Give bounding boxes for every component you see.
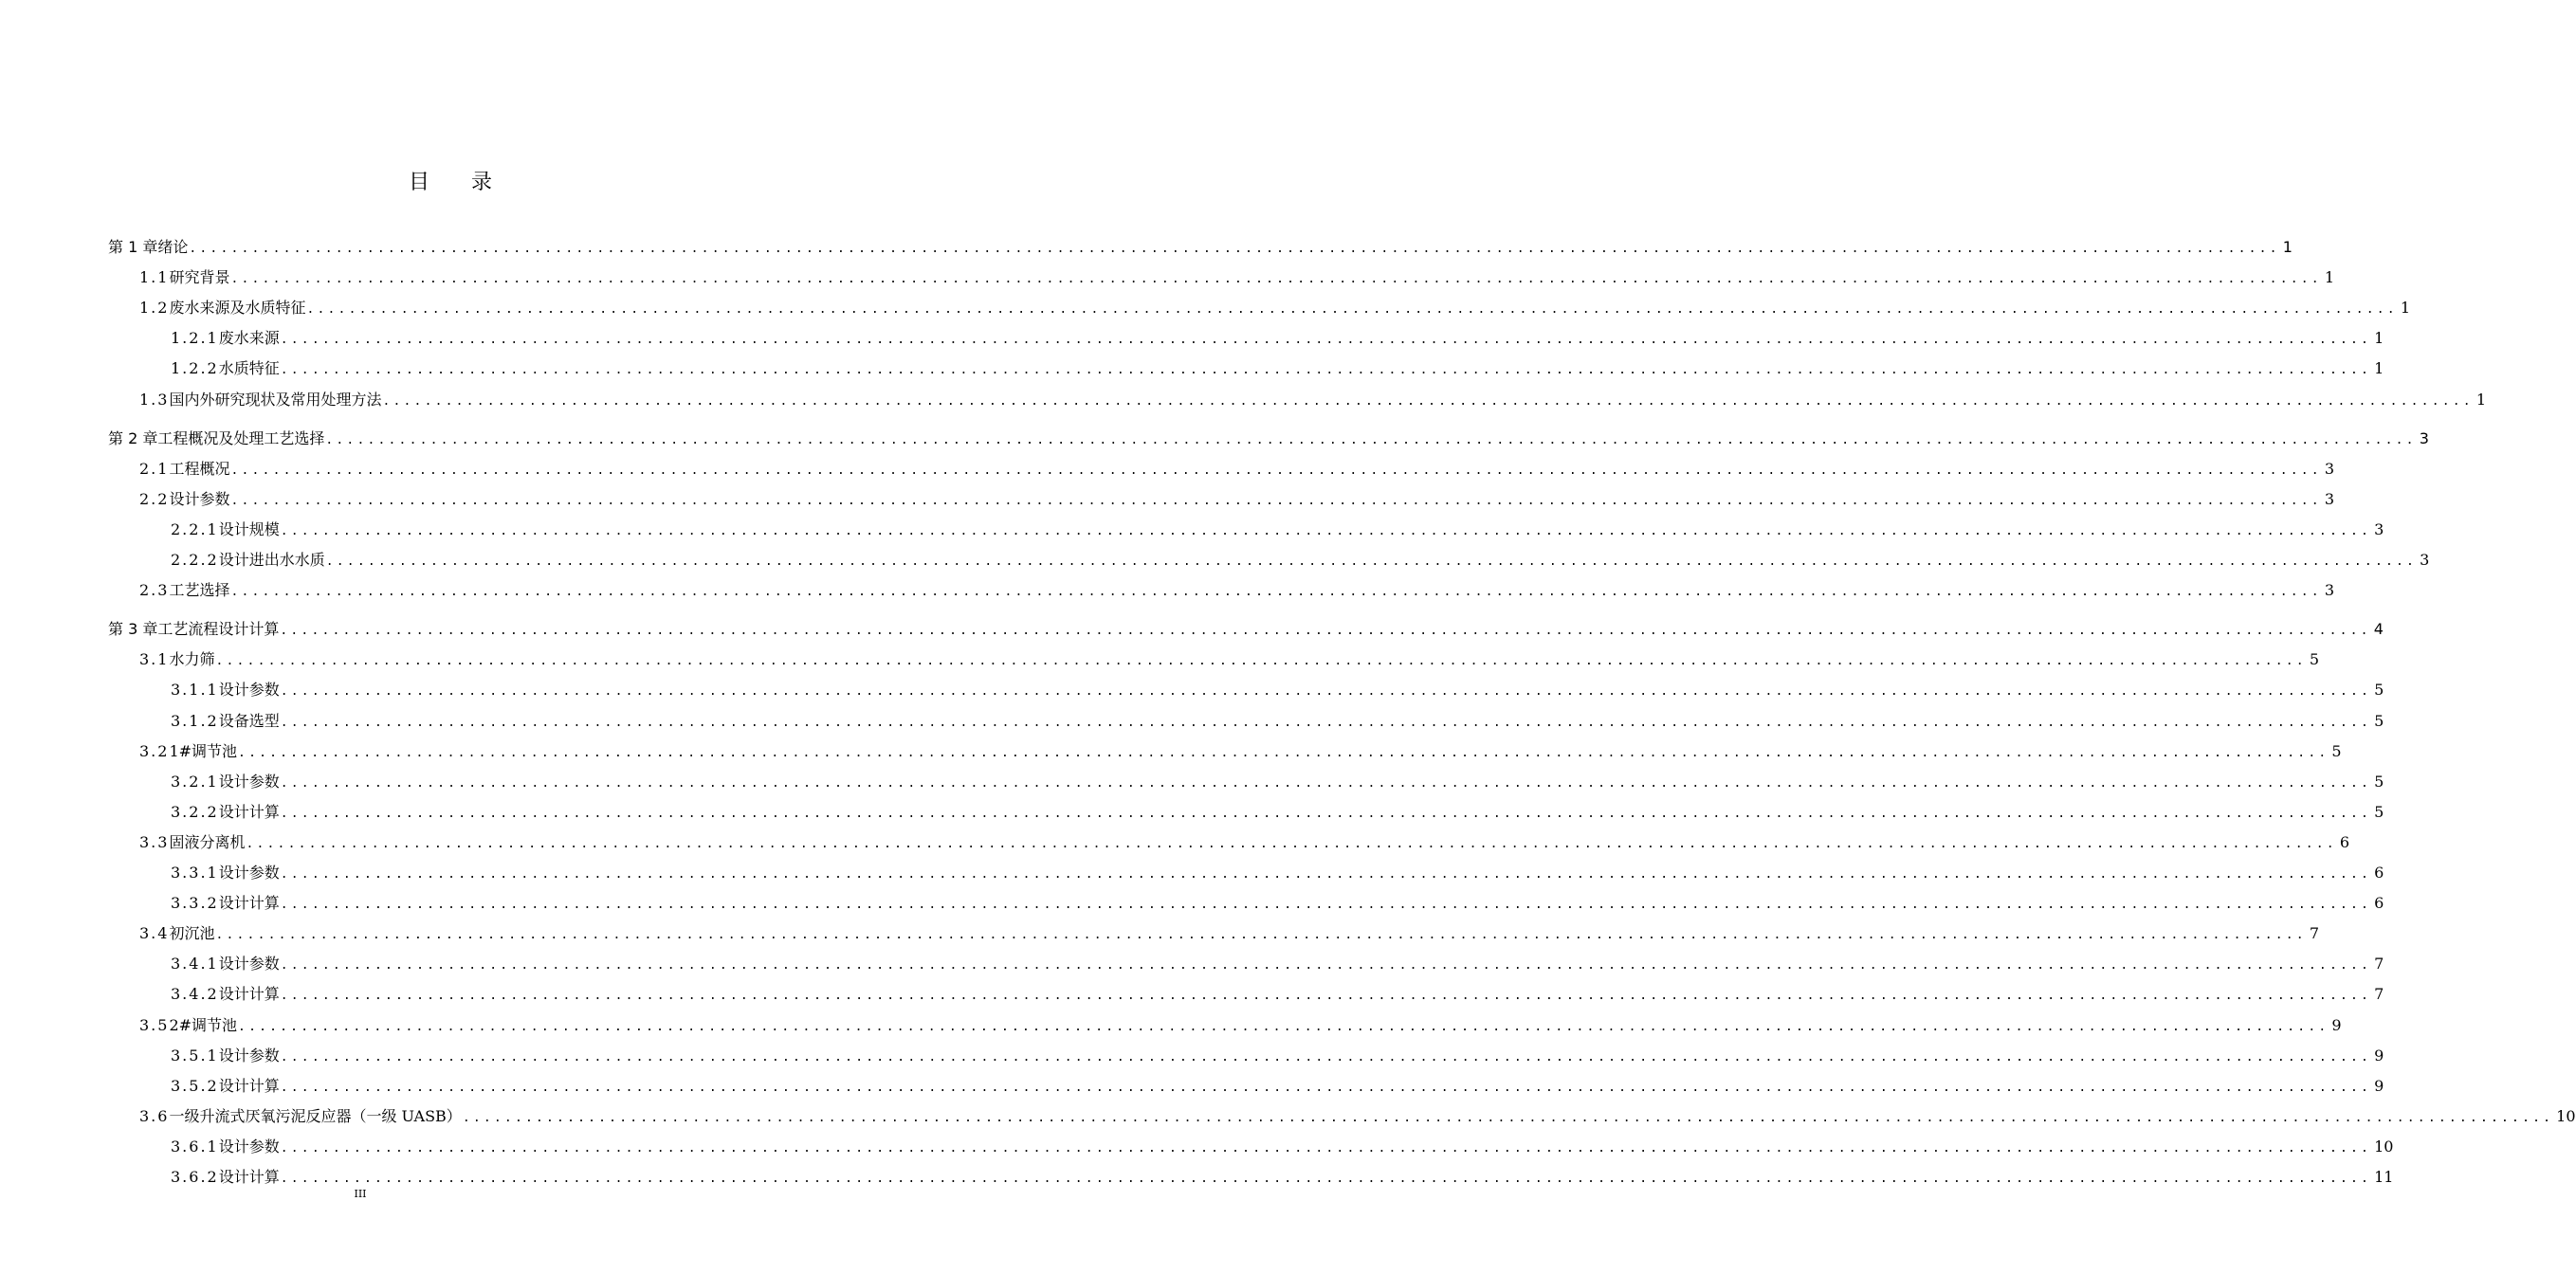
toc-dot-leader: ........................................................................................................................................................................................................ <box>382 394 2474 409</box>
toc-entry-subsection[interactable] <box>0 518 2384 542</box>
toc-entry-number: 3.6.2 <box>171 1168 219 1186</box>
toc-dot-leader: ........................................................................................................................................................................................................ <box>230 464 2322 478</box>
toc-entry-number: 2.2.2 <box>171 551 219 569</box>
toc-entry-number: 3.3.1 <box>171 864 219 882</box>
toc-dot-leader: ........................................................................................................................................................................................................ <box>462 1111 2554 1125</box>
toc-entry-title: 设计计算 <box>218 1077 280 1095</box>
toc-entry-section[interactable] <box>0 1013 2342 1038</box>
toc-entry-title: 设计计算 <box>218 803 280 821</box>
toc-entry-title: 设计参数 <box>169 490 230 508</box>
toc-dot-leader: ........................................................................................................................................................................................................ <box>280 989 2372 1003</box>
toc-entry-number: 2.2 <box>139 490 170 508</box>
toc-dot-leader: ........................................................................................................................................................................................................ <box>280 624 2371 638</box>
toc-entry-subsection[interactable] <box>0 1044 2384 1068</box>
toc-entry-page: 3 <box>2420 551 2430 569</box>
toc-entry-page: 1 <box>2282 238 2293 256</box>
toc-entry-section[interactable] <box>0 739 2342 764</box>
toc-entry-chapter[interactable] <box>0 427 2429 451</box>
toc-entry-section[interactable] <box>0 487 2334 512</box>
toc-entry-subsection[interactable] <box>0 709 2384 734</box>
toc-entry-page: 3 <box>2419 429 2429 447</box>
toc-entry-title: 设计参数 <box>218 1046 280 1065</box>
toc-entry-title: 设计参数 <box>218 681 280 699</box>
toc-entry-title: 设计规模 <box>218 520 280 538</box>
toc-entry-page: 3 <box>2324 490 2334 508</box>
toc-dot-leader: ........................................................................................................................................................................................................ <box>280 1081 2372 1095</box>
toc-entry-subsection[interactable] <box>0 326 2384 351</box>
toc-entry-number: 3.1.2 <box>171 712 219 730</box>
toc-entry-section[interactable] <box>0 296 2410 320</box>
toc-entry-page: 3 <box>2324 581 2334 599</box>
toc-entry-subsection[interactable] <box>0 356 2384 381</box>
toc-entry-section[interactable] <box>0 388 2486 412</box>
toc-dot-leader: ........................................................................................................................................................................................................ <box>238 746 2329 760</box>
toc-entry-title: 工艺流程设计计算 <box>157 620 280 638</box>
toc-entry-title: 1#调节池 <box>169 742 238 760</box>
toc-entry-number: 1.2.2 <box>171 359 219 377</box>
toc-dot-leader: ........................................................................................................................................................................................................ <box>280 1050 2372 1065</box>
toc-entry-number: 3.1.1 <box>171 681 219 699</box>
toc-dot-leader: ........................................................................................................................................................................................................ <box>280 363 2372 377</box>
toc-dot-leader: ........................................................................................................................................................................................................ <box>280 524 2372 538</box>
toc-entry-page: 1 <box>2400 299 2410 317</box>
toc-dot-leader: ........................................................................................................................................................................................................ <box>306 302 2398 317</box>
toc-dot-leader: ........................................................................................................................................................................................................ <box>215 928 2307 942</box>
toc-entry-number: 3.6.1 <box>171 1138 219 1156</box>
toc-dot-leader: ........................................................................................................................................................................................................ <box>246 837 2337 851</box>
toc-entry-subsection[interactable] <box>0 982 2384 1007</box>
toc-entry-title: 设计计算 <box>218 1168 280 1186</box>
toc-entry-title: 工艺选择 <box>169 581 230 599</box>
toc-entry-title: 工程概况及处理工艺选择 <box>157 429 325 447</box>
toc-entry-subsection[interactable] <box>0 1135 2394 1159</box>
toc-dot-leader: ........................................................................................................................................................................................................ <box>280 333 2372 347</box>
toc-entry-number: 3.2.1 <box>171 773 219 791</box>
toc-entry-section[interactable] <box>0 457 2334 482</box>
toc-entry-subsection[interactable] <box>0 891 2384 916</box>
toc-entry-number: 3.4.1 <box>171 955 219 973</box>
toc-entry-page: 5 <box>2374 712 2384 730</box>
toc-dot-leader: ........................................................................................................................................................................................................ <box>189 242 2280 256</box>
toc-dot-leader: ........................................................................................................................................................................................................ <box>280 898 2372 912</box>
toc-entry-title: 工程概况 <box>169 460 230 478</box>
page-title: 目录 <box>408 171 534 194</box>
toc-entry-number: 第 1 章 <box>108 238 158 256</box>
toc-entry-page: 5 <box>2374 681 2384 699</box>
toc-entry-title: 固液分离机 <box>169 833 246 851</box>
toc-entry-number: 3.5.1 <box>171 1046 219 1065</box>
toc-entry-page: 5 <box>2374 803 2384 821</box>
toc-entry-title: 国内外研究现状及常用处理方法 <box>169 391 382 409</box>
toc-entry-page: 1 <box>2374 329 2384 347</box>
toc-entry-number: 3.6 <box>139 1107 170 1125</box>
toc-entry-section[interactable] <box>0 647 2319 672</box>
toc-entry-title: 设计参数 <box>218 864 280 882</box>
toc-entry-title: 一级升流式厌氧污泥反应器（一级 UASB） <box>169 1107 462 1125</box>
toc-entry-title: 废水来源及水质特征 <box>169 299 306 317</box>
toc-entry-title: 研究背景 <box>169 268 230 286</box>
toc-entry-page: 1 <box>2324 268 2334 286</box>
toc-entry-subsection[interactable] <box>0 800 2384 825</box>
toc-entry-number: 3.1 <box>139 650 170 668</box>
toc-entry-page: 4 <box>2373 620 2384 638</box>
toc-dot-leader: ........................................................................................................................................................................................................ <box>280 1141 2372 1156</box>
toc-entry-page: 1 <box>2476 391 2486 409</box>
toc-entry-page: 5 <box>2309 650 2319 668</box>
toc-entry-page: 6 <box>2339 833 2349 851</box>
toc-dot-leader: ........................................................................................................................................................................................................ <box>280 958 2372 973</box>
toc-entry-title: 水质特征 <box>218 359 280 377</box>
toc-entry-number: 3.4.2 <box>171 985 219 1003</box>
toc-entry-page: 9 <box>2331 1016 2342 1034</box>
toc-dot-leader: ........................................................................................................................................................................................................ <box>230 585 2322 599</box>
toc-dot-leader: ........................................................................................................................................................................................................ <box>238 1020 2329 1034</box>
toc-entry-title: 初沉池 <box>169 924 215 942</box>
toc-entry-number: 3.2 <box>139 742 170 760</box>
toc-entry-page: 6 <box>2374 864 2384 882</box>
toc-entry-number: 3.5.2 <box>171 1077 219 1095</box>
toc-entry-number: 3.5 <box>139 1016 170 1034</box>
toc-entry-number: 1.2.1 <box>171 329 219 347</box>
toc-entry-page: 10 <box>2374 1138 2394 1156</box>
toc-entry-number: 3.3.2 <box>171 894 219 912</box>
toc-entry-page: 9 <box>2374 1046 2384 1065</box>
toc-entry-title: 绪论 <box>157 238 189 256</box>
toc-entry-number: 2.3 <box>139 581 170 599</box>
toc-entry-number: 3.2.2 <box>171 803 219 821</box>
toc-dot-leader: ........................................................................................................................................................................................................ <box>325 555 2418 569</box>
toc-entry-page: 6 <box>2374 894 2384 912</box>
toc-entry-section[interactable] <box>0 265 2334 290</box>
toc-entry-number: 3.4 <box>139 924 170 942</box>
toc-entry-section[interactable] <box>0 921 2319 946</box>
toc-entry-title: 2#调节池 <box>169 1016 238 1034</box>
toc-dot-leader: ........................................................................................................................................................................................................ <box>230 272 2322 286</box>
toc-entry-title: 水力筛 <box>169 650 215 668</box>
toc-entry-page: 11 <box>2374 1168 2394 1186</box>
toc-dot-leader: ........................................................................................................................................................................................................ <box>280 684 2372 699</box>
toc-entry-title: 设计进出水水质 <box>218 551 325 569</box>
toc-entry-title: 设备选型 <box>218 712 280 730</box>
toc-entry-subsection[interactable] <box>0 861 2384 885</box>
toc-entry-number: 2.2.1 <box>171 520 219 538</box>
toc-dot-leader: ........................................................................................................................................................................................................ <box>280 716 2372 730</box>
toc-entry-page: 7 <box>2374 985 2384 1003</box>
toc-entry-section[interactable] <box>0 578 2334 603</box>
toc-dot-leader: ........................................................................................................................................................................................................ <box>280 807 2372 821</box>
toc-entry-number: 1.2 <box>139 299 170 317</box>
toc-entry-page: 5 <box>2331 742 2342 760</box>
toc-entry-page: 9 <box>2374 1077 2384 1095</box>
toc-entry-page: 7 <box>2374 955 2384 973</box>
toc-entry-page: 5 <box>2374 773 2384 791</box>
toc-entry-subsection[interactable] <box>0 678 2384 702</box>
toc-entry-number: 第 2 章 <box>108 429 158 447</box>
toc-dot-leader: ........................................................................................................................................................................................................ <box>280 867 2372 882</box>
toc-dot-leader: ........................................................................................................................................................................................................ <box>325 433 2417 447</box>
toc-entry-section[interactable] <box>0 830 2349 855</box>
toc-entry-chapter[interactable] <box>0 235 2293 260</box>
toc-dot-leader: ........................................................................................................................................................................................................ <box>280 1172 2372 1186</box>
toc-entry-page: 3 <box>2324 460 2334 478</box>
footer-page-number: III <box>354 1188 367 1200</box>
toc-entry-page: 10 <box>2556 1107 2576 1125</box>
toc-entry-chapter[interactable] <box>0 617 2384 642</box>
toc-entry-title: 设计参数 <box>218 1138 280 1156</box>
toc-entry-title: 废水来源 <box>218 329 280 347</box>
toc-entry-number: 1.3 <box>139 391 170 409</box>
toc-entry-title: 设计计算 <box>218 894 280 912</box>
toc-entry-subsection[interactable] <box>0 770 2384 794</box>
toc-dot-leader: ........................................................................................................................................................................................................ <box>215 654 2307 668</box>
toc-entry-section[interactable] <box>0 1104 2576 1129</box>
toc-entry-title: 设计计算 <box>218 985 280 1003</box>
toc-entry-page: 7 <box>2309 924 2319 942</box>
toc-dot-leader: ........................................................................................................................................................................................................ <box>280 776 2372 791</box>
toc-entry-number: 第 3 章 <box>108 620 158 638</box>
toc-entry-subsection[interactable] <box>0 1074 2384 1099</box>
toc-dot-leader: ........................................................................................................................................................................................................ <box>230 494 2322 508</box>
toc-entry-number: 3.3 <box>139 833 170 851</box>
toc-entry-title: 设计参数 <box>218 955 280 973</box>
toc-entry-subsection[interactable] <box>0 952 2384 976</box>
toc-entry-title: 设计参数 <box>218 773 280 791</box>
toc-entry-number: 1.1 <box>139 268 170 286</box>
toc-entry-number: 2.1 <box>139 460 170 478</box>
toc-entry-page: 1 <box>2374 359 2384 377</box>
toc-entry-page: 3 <box>2374 520 2384 538</box>
toc-entry-subsection[interactable] <box>0 548 2430 573</box>
